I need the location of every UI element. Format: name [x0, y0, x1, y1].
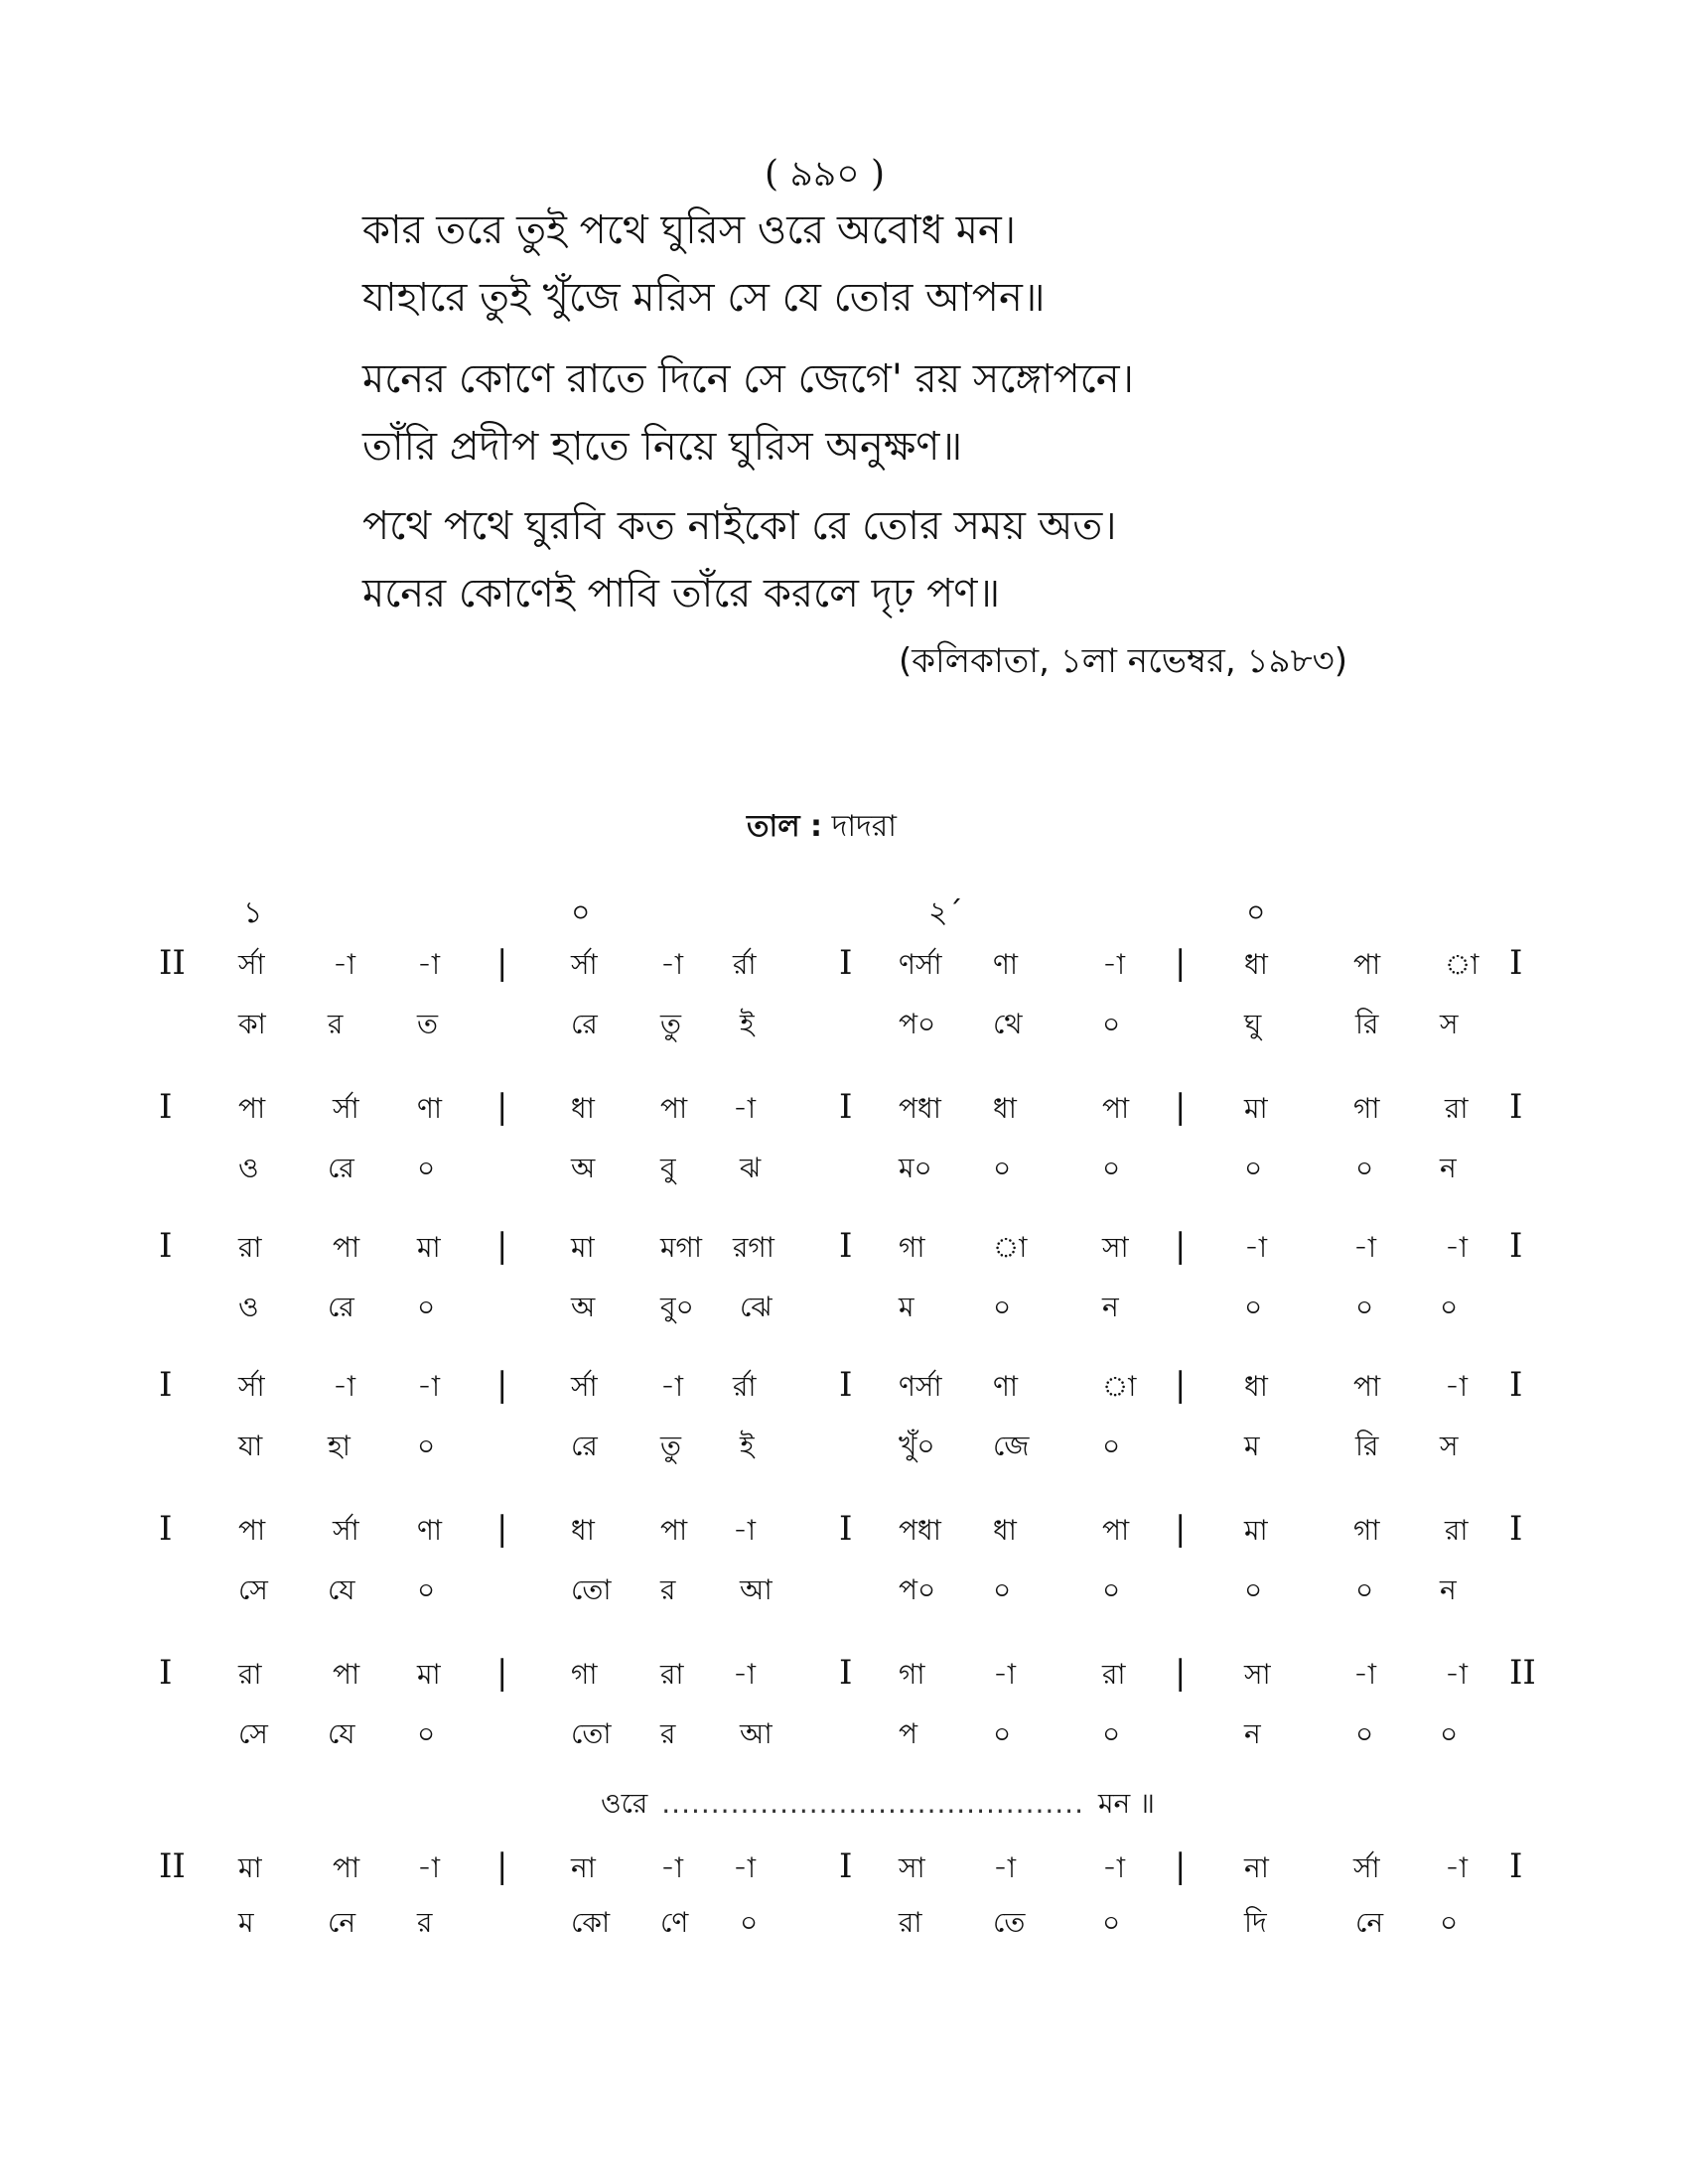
- bani-syllable: স: [1440, 1430, 1459, 1462]
- lyric-line-2: যাহারে তুই খুঁজে মরিস সে যে তোর আপন॥: [362, 275, 1046, 321]
- bani-syllable: ০: [1244, 1573, 1263, 1606]
- bar-line: I: [1509, 943, 1523, 983]
- bani-syllable: তু: [660, 1430, 682, 1462]
- refrain-start: ওরে: [601, 1787, 648, 1820]
- tala-label: তাল :: [747, 809, 823, 844]
- bani-syllable: ই: [740, 1430, 755, 1462]
- bani-syllable: ন: [1244, 1717, 1261, 1750]
- lyric-line-4: তাঁরি প্রদীপ হাতে নিয়ে ঘুরিস অনুক্ষণ॥: [362, 424, 963, 470]
- bani-syllable: হা: [328, 1430, 351, 1462]
- swara-note: ধা: [1244, 948, 1268, 981]
- bani-syllable: ০: [1102, 1906, 1121, 1939]
- lyric-line-5: পথে পথে ঘুরবি কত নাইকো রে তোর সময় অত।: [362, 503, 1117, 549]
- swara-note: -া: [1244, 1231, 1268, 1264]
- bani-syllable: যে: [328, 1717, 355, 1750]
- swara-note: রা: [1102, 1658, 1126, 1691]
- bani-syllable: রে: [328, 1152, 354, 1184]
- swara-note: গা: [1353, 1092, 1380, 1125]
- bani-syllable: তো: [571, 1573, 612, 1606]
- swara-note: পা: [1102, 1514, 1130, 1547]
- place-date: (কলিকাতা, ১লা নভেম্বর, ১৯৮৩): [899, 641, 1348, 681]
- bar-line: I: [839, 1087, 853, 1127]
- swara-note: পা: [1353, 1370, 1381, 1403]
- swara-note: রা: [238, 1231, 262, 1264]
- bani-syllable: স: [1440, 1008, 1459, 1040]
- bani-syllable: প০: [899, 1573, 936, 1606]
- swara-note: মা: [417, 1658, 441, 1691]
- swara-note: র্সা: [238, 1370, 265, 1403]
- swara-note: ণা: [993, 1370, 1019, 1403]
- swara-note: র্রা: [733, 1370, 757, 1403]
- bani-syllable: ০: [1355, 1152, 1374, 1184]
- bani-syllable: রি: [1355, 1430, 1379, 1462]
- beat-mark-1: ১: [243, 895, 263, 930]
- bani-syllable: কা: [238, 1008, 266, 1040]
- swara-note: ণা: [417, 1514, 443, 1547]
- swara-note: র্সা: [238, 948, 265, 981]
- bani-syllable: ম: [899, 1291, 914, 1323]
- bar-line: |: [1175, 1365, 1187, 1405]
- swara-note: ণর্সা: [899, 948, 942, 981]
- bani-syllable: ও: [238, 1152, 259, 1184]
- bani-syllable: ০: [993, 1152, 1012, 1184]
- bar-line: I: [1509, 1087, 1523, 1127]
- bar-line: |: [1175, 1226, 1187, 1266]
- bar-line: I: [159, 1653, 173, 1693]
- swara-note: -া: [660, 948, 684, 981]
- bani-syllable: ০: [993, 1573, 1012, 1606]
- swara-note: ণর্সা: [899, 1370, 942, 1403]
- bani-syllable: তু: [660, 1008, 682, 1040]
- bani-syllable: ০: [1355, 1573, 1374, 1606]
- bani-syllable: রে: [328, 1291, 354, 1323]
- swara-note: রা: [1445, 1092, 1469, 1125]
- bar-line: I: [1509, 1846, 1523, 1886]
- swara-row: [0, 1365, 1688, 1405]
- swara-note: গা: [1353, 1514, 1380, 1547]
- bani-syllable: ম: [238, 1906, 254, 1939]
- bar-line: |: [496, 1509, 508, 1549]
- bani-syllable: ই: [740, 1008, 755, 1040]
- swara-note: পা: [1353, 948, 1381, 981]
- bani-syllable: ঘু: [1244, 1008, 1262, 1040]
- bani-syllable: ০: [1102, 1430, 1121, 1462]
- swara-note: -া: [417, 1851, 441, 1884]
- swara-note: -া: [1445, 1231, 1469, 1264]
- bani-syllable: রে: [571, 1008, 598, 1040]
- swara-note: -া: [1445, 1851, 1469, 1884]
- swara-note: া: [993, 1231, 1028, 1264]
- bani-syllable: সে: [238, 1717, 268, 1750]
- swara-note: -া: [993, 1658, 1017, 1691]
- beat-mark-2: ০: [571, 895, 591, 930]
- bani-syllable: সে: [238, 1573, 268, 1606]
- bani-row: [0, 1286, 1688, 1325]
- bani-syllable: ০: [1440, 1717, 1459, 1750]
- bani-syllable: আ: [740, 1717, 773, 1750]
- bani-syllable: তে: [993, 1906, 1026, 1939]
- bani-syllable: আ: [740, 1573, 773, 1606]
- swara-note: -া: [333, 1370, 356, 1403]
- bani-row: [0, 1003, 1688, 1042]
- bani-syllable: নে: [1355, 1906, 1384, 1939]
- swara-note: র্সা: [571, 948, 598, 981]
- swara-note: মগা: [660, 1231, 703, 1264]
- bani-syllable: নে: [328, 1906, 356, 1939]
- bar-line: |: [496, 1846, 508, 1886]
- swara-note: না: [1244, 1851, 1269, 1884]
- swara-note: ধা: [993, 1092, 1017, 1125]
- bani-syllable: ০: [417, 1152, 436, 1184]
- bani-syllable: ০: [1440, 1291, 1459, 1323]
- bani-syllable: ০: [1244, 1152, 1263, 1184]
- bar-line: I: [839, 1846, 853, 1886]
- bani-row: [0, 1147, 1688, 1186]
- swara-note: মা: [1244, 1092, 1268, 1125]
- bani-row: [0, 1712, 1688, 1752]
- swara-note: ধা: [993, 1514, 1017, 1547]
- lyric-line-6: মনের কোণেই পাবি তাঁরে করলে দৃঢ় পণ॥: [362, 571, 1001, 616]
- bar-line: I: [839, 1365, 853, 1405]
- swara-note: -া: [660, 1851, 684, 1884]
- bani-syllable: ন: [1440, 1573, 1457, 1606]
- swara-note: -া: [733, 1851, 757, 1884]
- swara-note: -া: [1445, 1370, 1469, 1403]
- swara-note: -া: [417, 948, 441, 981]
- bar-line: |: [496, 943, 508, 983]
- swara-note: -া: [1102, 1851, 1126, 1884]
- bar-line: |: [1175, 1846, 1187, 1886]
- bar-line: I: [1509, 1509, 1523, 1549]
- swara-note: গা: [899, 1231, 925, 1264]
- bani-syllable: ০: [1102, 1008, 1121, 1040]
- bani-syllable: ০: [417, 1717, 436, 1750]
- swara-note: পধা: [899, 1092, 941, 1125]
- bar-line: |: [496, 1365, 508, 1405]
- bani-syllable: থে: [993, 1008, 1023, 1040]
- bar-line: I: [159, 1087, 173, 1127]
- swara-note: -া: [1353, 1231, 1377, 1264]
- bar-line: II: [1509, 1653, 1536, 1693]
- bar-line: I: [839, 1653, 853, 1693]
- swara-row: [0, 1087, 1688, 1127]
- refrain-end: মন ॥: [1097, 1787, 1155, 1820]
- bar-line: |: [1175, 943, 1187, 983]
- bani-syllable: খুঁ০: [899, 1430, 935, 1462]
- swara-note: -া: [733, 1658, 757, 1691]
- swara-note: ধা: [571, 1514, 595, 1547]
- bani-syllable: প০: [899, 1008, 936, 1040]
- bani-syllable: ঝে: [740, 1291, 773, 1323]
- bani-syllable: ন: [1102, 1291, 1119, 1323]
- bar-line: |: [1175, 1653, 1187, 1693]
- bani-syllable: র: [328, 1008, 344, 1040]
- refrain-line: [601, 1782, 1155, 1829]
- bani-syllable: ০: [1355, 1291, 1374, 1323]
- bani-syllable: ঝ: [740, 1152, 762, 1184]
- swara-note: রা: [660, 1658, 684, 1691]
- song-number: ( ৯৯০ ): [765, 154, 886, 195]
- tala-heading: [747, 802, 897, 853]
- bani-syllable: দি: [1244, 1906, 1267, 1939]
- swara-note: পা: [238, 1514, 266, 1547]
- bani-syllable: অ: [571, 1291, 596, 1323]
- bani-syllable: ০: [1244, 1291, 1263, 1323]
- swara-note: রগা: [733, 1231, 774, 1264]
- bani-row: [0, 1901, 1688, 1941]
- bani-syllable: র: [660, 1717, 676, 1750]
- bani-syllable: ০: [417, 1430, 436, 1462]
- swara-note: -া: [733, 1092, 757, 1125]
- bani-syllable: ০: [417, 1573, 436, 1606]
- swara-note: র্সা: [333, 1092, 359, 1125]
- bani-syllable: ০: [1440, 1906, 1459, 1939]
- bani-syllable: ম০: [899, 1152, 932, 1184]
- beat-mark-4: ০: [1246, 895, 1266, 930]
- swara-row: [0, 1509, 1688, 1549]
- swara-note: ণা: [417, 1092, 443, 1125]
- bar-line: I: [839, 1509, 853, 1549]
- swara-note: র্রা: [733, 948, 757, 981]
- swara-note: সা: [1244, 1658, 1271, 1691]
- swara-note: -া: [1102, 948, 1126, 981]
- swara-note: -া: [733, 1514, 757, 1547]
- swara-note: -া: [333, 948, 356, 981]
- bani-syllable: ০: [740, 1906, 759, 1939]
- swara-note: -া: [1353, 1658, 1377, 1691]
- bani-syllable: রি: [1355, 1008, 1379, 1040]
- swara-note: পা: [660, 1092, 688, 1125]
- bani-syllable: ০: [1102, 1152, 1121, 1184]
- bani-syllable: কো: [571, 1906, 611, 1939]
- bani-row: [0, 1569, 1688, 1608]
- bar-line: |: [496, 1653, 508, 1693]
- bani-syllable: ০: [417, 1291, 436, 1323]
- swara-note: না: [571, 1851, 596, 1884]
- swara-note: -া: [1445, 1658, 1469, 1691]
- bar-line: |: [1175, 1509, 1187, 1549]
- swara-note: ণা: [993, 948, 1019, 981]
- bani-syllable: রা: [899, 1906, 922, 1939]
- bani-syllable: ণে: [660, 1906, 689, 1939]
- swara-note: সা: [1102, 1231, 1129, 1264]
- swara-note: ধা: [1244, 1370, 1268, 1403]
- bani-syllable: ০: [993, 1717, 1012, 1750]
- swara-note: র্সা: [333, 1514, 359, 1547]
- swara-note: মা: [238, 1851, 262, 1884]
- swara-note: পা: [333, 1851, 360, 1884]
- swara-note: া: [1102, 1370, 1137, 1403]
- beat-mark-3: ২´: [928, 895, 963, 930]
- lyric-line-3: মনের কোণে রাতে দিনে সে জেগে' রয় সঙ্গোপনে।: [362, 356, 1134, 402]
- swara-note: া: [1445, 948, 1479, 981]
- swara-note: ধা: [571, 1092, 595, 1125]
- bani-syllable: অ: [571, 1152, 596, 1184]
- bani-syllable: র: [660, 1573, 676, 1606]
- bar-line: I: [159, 1226, 173, 1266]
- bani-syllable: ০: [1102, 1573, 1121, 1606]
- bani-syllable: ও: [238, 1291, 259, 1323]
- bar-line: I: [1509, 1226, 1523, 1266]
- swara-note: রা: [238, 1658, 262, 1691]
- swara-note: মা: [417, 1231, 441, 1264]
- swara-note: পধা: [899, 1514, 941, 1547]
- swara-note: মা: [571, 1231, 595, 1264]
- bani-syllable: জে: [993, 1430, 1030, 1462]
- swara-note: পা: [333, 1231, 360, 1264]
- swara-note: রা: [1445, 1514, 1469, 1547]
- swara-note: সা: [899, 1851, 925, 1884]
- bar-line: I: [839, 943, 853, 983]
- swara-note: পা: [660, 1514, 688, 1547]
- bar-line: II: [159, 1846, 186, 1886]
- swara-row: [0, 943, 1688, 983]
- swara-note: পা: [238, 1092, 266, 1125]
- swara-note: -া: [417, 1370, 441, 1403]
- bar-line: II: [159, 943, 186, 983]
- swara-note: পা: [1102, 1092, 1130, 1125]
- bani-syllable: যা: [238, 1430, 263, 1462]
- bani-syllable: তো: [571, 1717, 612, 1750]
- bani-syllable: র: [417, 1906, 433, 1939]
- bani-syllable: ০: [993, 1291, 1012, 1323]
- bani-syllable: রে: [571, 1430, 598, 1462]
- bani-syllable: যে: [328, 1573, 355, 1606]
- swara-note: পা: [333, 1658, 360, 1691]
- bani-syllable: ন: [1440, 1152, 1457, 1184]
- bar-line: |: [496, 1226, 508, 1266]
- swara-note: মা: [1244, 1514, 1268, 1547]
- bani-syllable: ০: [1102, 1717, 1121, 1750]
- bar-line: |: [496, 1087, 508, 1127]
- bar-line: I: [839, 1226, 853, 1266]
- bar-line: I: [159, 1365, 173, 1405]
- bani-row: [0, 1425, 1688, 1464]
- swara-note: -া: [993, 1851, 1017, 1884]
- refrain-dots: ...........................................: [661, 1787, 1084, 1820]
- swara-row: [0, 1226, 1688, 1266]
- swara-note: গা: [571, 1658, 598, 1691]
- bar-line: I: [159, 1509, 173, 1549]
- bani-syllable: প: [899, 1717, 918, 1750]
- bani-syllable: বু: [660, 1152, 676, 1184]
- bani-syllable: ম: [1244, 1430, 1260, 1462]
- swara-note: র্সা: [571, 1370, 598, 1403]
- lyric-line-1: কার তরে তুই পথে ঘুরিস ওরে অবোধ মন।: [362, 207, 1017, 253]
- swara-row: [0, 1846, 1688, 1886]
- bar-line: I: [1509, 1365, 1523, 1405]
- bani-syllable: ত: [417, 1008, 439, 1040]
- bar-line: |: [1175, 1087, 1187, 1127]
- bani-syllable: বু০: [660, 1291, 694, 1323]
- swara-row: [0, 1653, 1688, 1693]
- swara-note: র্সা: [1353, 1851, 1380, 1884]
- swara-note: গা: [899, 1658, 925, 1691]
- swara-note: -া: [660, 1370, 684, 1403]
- bani-syllable: ০: [1355, 1717, 1374, 1750]
- tala-name: দাদরা: [831, 809, 897, 844]
